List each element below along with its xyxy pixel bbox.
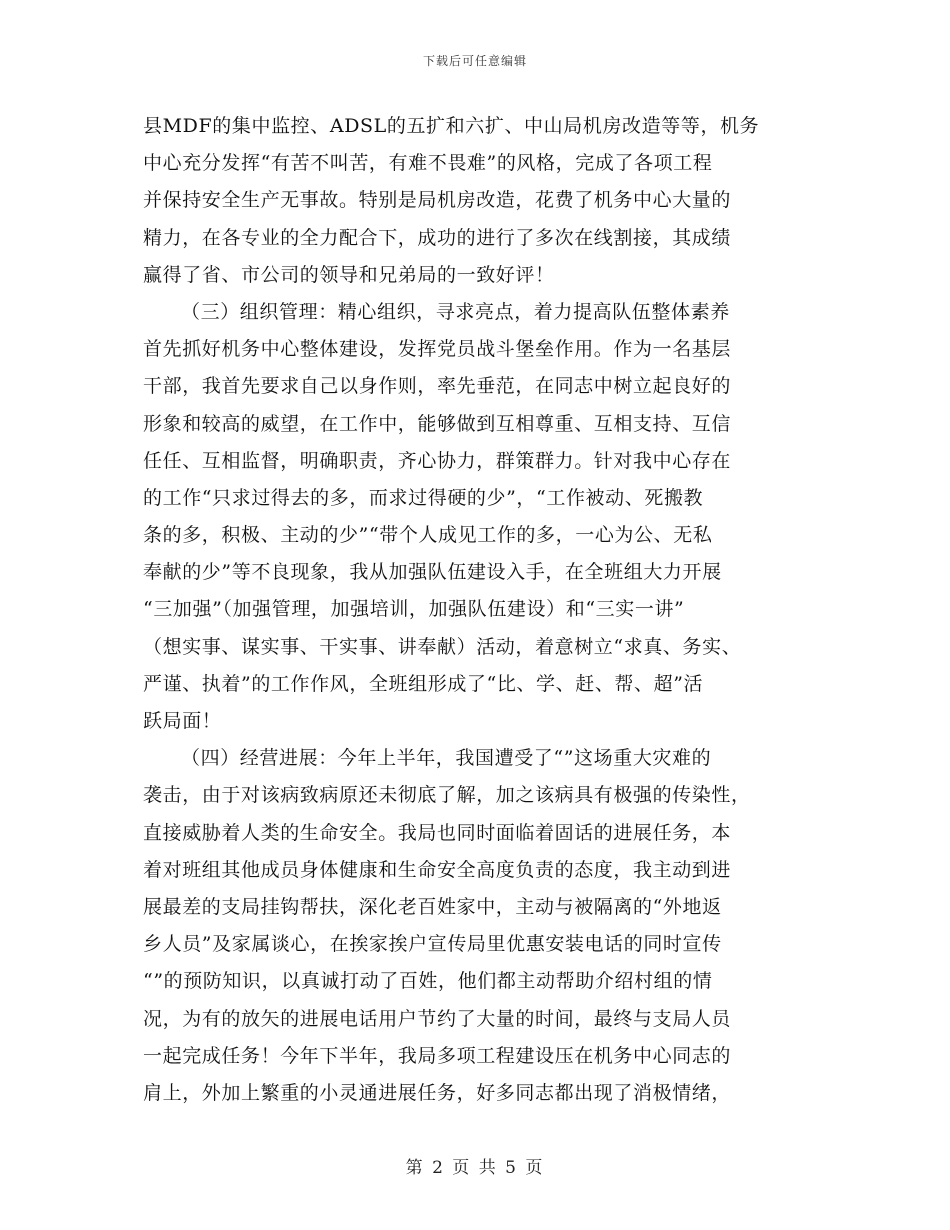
text-line: 跃局面！ — [143, 710, 222, 732]
page-header: 下载后可任意编辑 — [422, 54, 527, 68]
text-line: 奉献的少”等不良现象，我从加强队伍建设入手，在全班组大力开展 — [143, 561, 722, 584]
text-line: 干部，我首先要求自己以身作则，率先垂范，在同志中树立起良好的 — [143, 375, 732, 398]
text-line: 精力，在各专业的全力配合下，成功的进行了多次在线割接，其成绩 — [143, 226, 732, 249]
text-line: 形象和较高的威望，在工作中，能够做到互相尊重、互相支持、互信 — [143, 412, 732, 435]
text-line: 条的多，积极、主动的少”“带个人成见工作的多，一心为公、无私 — [143, 524, 713, 547]
text-line: （想实事、谋实事、干实事、讲奉献）活动，着意树立“求真、务实、 — [143, 635, 742, 658]
text-line: 县MDF的集中监控、ADSL的五扩和六扩、中山局机房改造等等，机务 — [143, 115, 760, 137]
text-line: 着对班组其他成员身体健康和生命安全高度负责的态度，我主动到进 — [143, 858, 732, 881]
text-line: 严谨、执着”的工作作风，全班组形成了“比、学、赶、帮、超”活 — [143, 672, 704, 695]
text-line: 直接威胁着人类的生命安全。我局也同时面临着固话的进展任务，本 — [143, 821, 732, 844]
text-line: 肩上，外加上繁重的小灵通进展任务，好多同志都出现了消极情绪， — [143, 1081, 732, 1104]
text-line: 展最差的支局挂钩帮扶，深化老百姓家中，主动与被隔离的“外地返 — [143, 895, 722, 918]
text-line: 一起完成任务！今年下半年，我局多项工程建设压在机务中心同志的 — [143, 1044, 732, 1067]
text-line: 乡人员”及家属谈心，在挨家挨户宣传局里优惠安装电话的同时宣传 — [143, 933, 722, 956]
body-text — [143, 108, 815, 1112]
section-heading-line: （三）组织管理：精心组织，寻求亮点，着力提高队伍整体素养 — [181, 300, 730, 323]
page-footer: 第 2 页 共 5 页 — [405, 1158, 545, 1178]
text-line: 赢得了省、市公司的领导和兄弟局的一致好评！ — [143, 263, 555, 286]
text-line: 中心充分发挥“有苦不叫苦，有难不畏难”的风格，完成了各项工程 — [143, 152, 713, 175]
text-line: 袭击，由于对该病致病原还未彻底了解，加之该病具有极强的传染性， — [143, 784, 751, 807]
text-line: 况，为有的放矢的进展电话用户节约了大量的时间，最终与支局人员 — [143, 1007, 732, 1030]
text-line: “”的预防知识，以真诚打动了百姓，他们都主动帮助介绍村组的情 — [143, 970, 713, 993]
text-line: “三加强”（加强管理，加强培训，加强队伍建设）和“三实一讲” — [143, 598, 685, 621]
text-line: 的工作“只求过得去的多，而求过得硬的少”，“工作被动、死搬教 — [143, 486, 704, 509]
text-line: 任任、互相监督，明确职责，齐心协力，群策群力。针对我中心存在 — [143, 449, 732, 472]
text-line: 首先抓好机务中心整体建设，发挥党员战斗堡垒作用。作为一名基层 — [143, 338, 732, 361]
text-line: 并保持安全生产无事故。特别是局机房改造，花费了机务中心大量的 — [143, 189, 732, 212]
section-heading-line: （四）经营进展：今年上半年，我国遭受了“”这场重大灾难的 — [181, 747, 712, 770]
